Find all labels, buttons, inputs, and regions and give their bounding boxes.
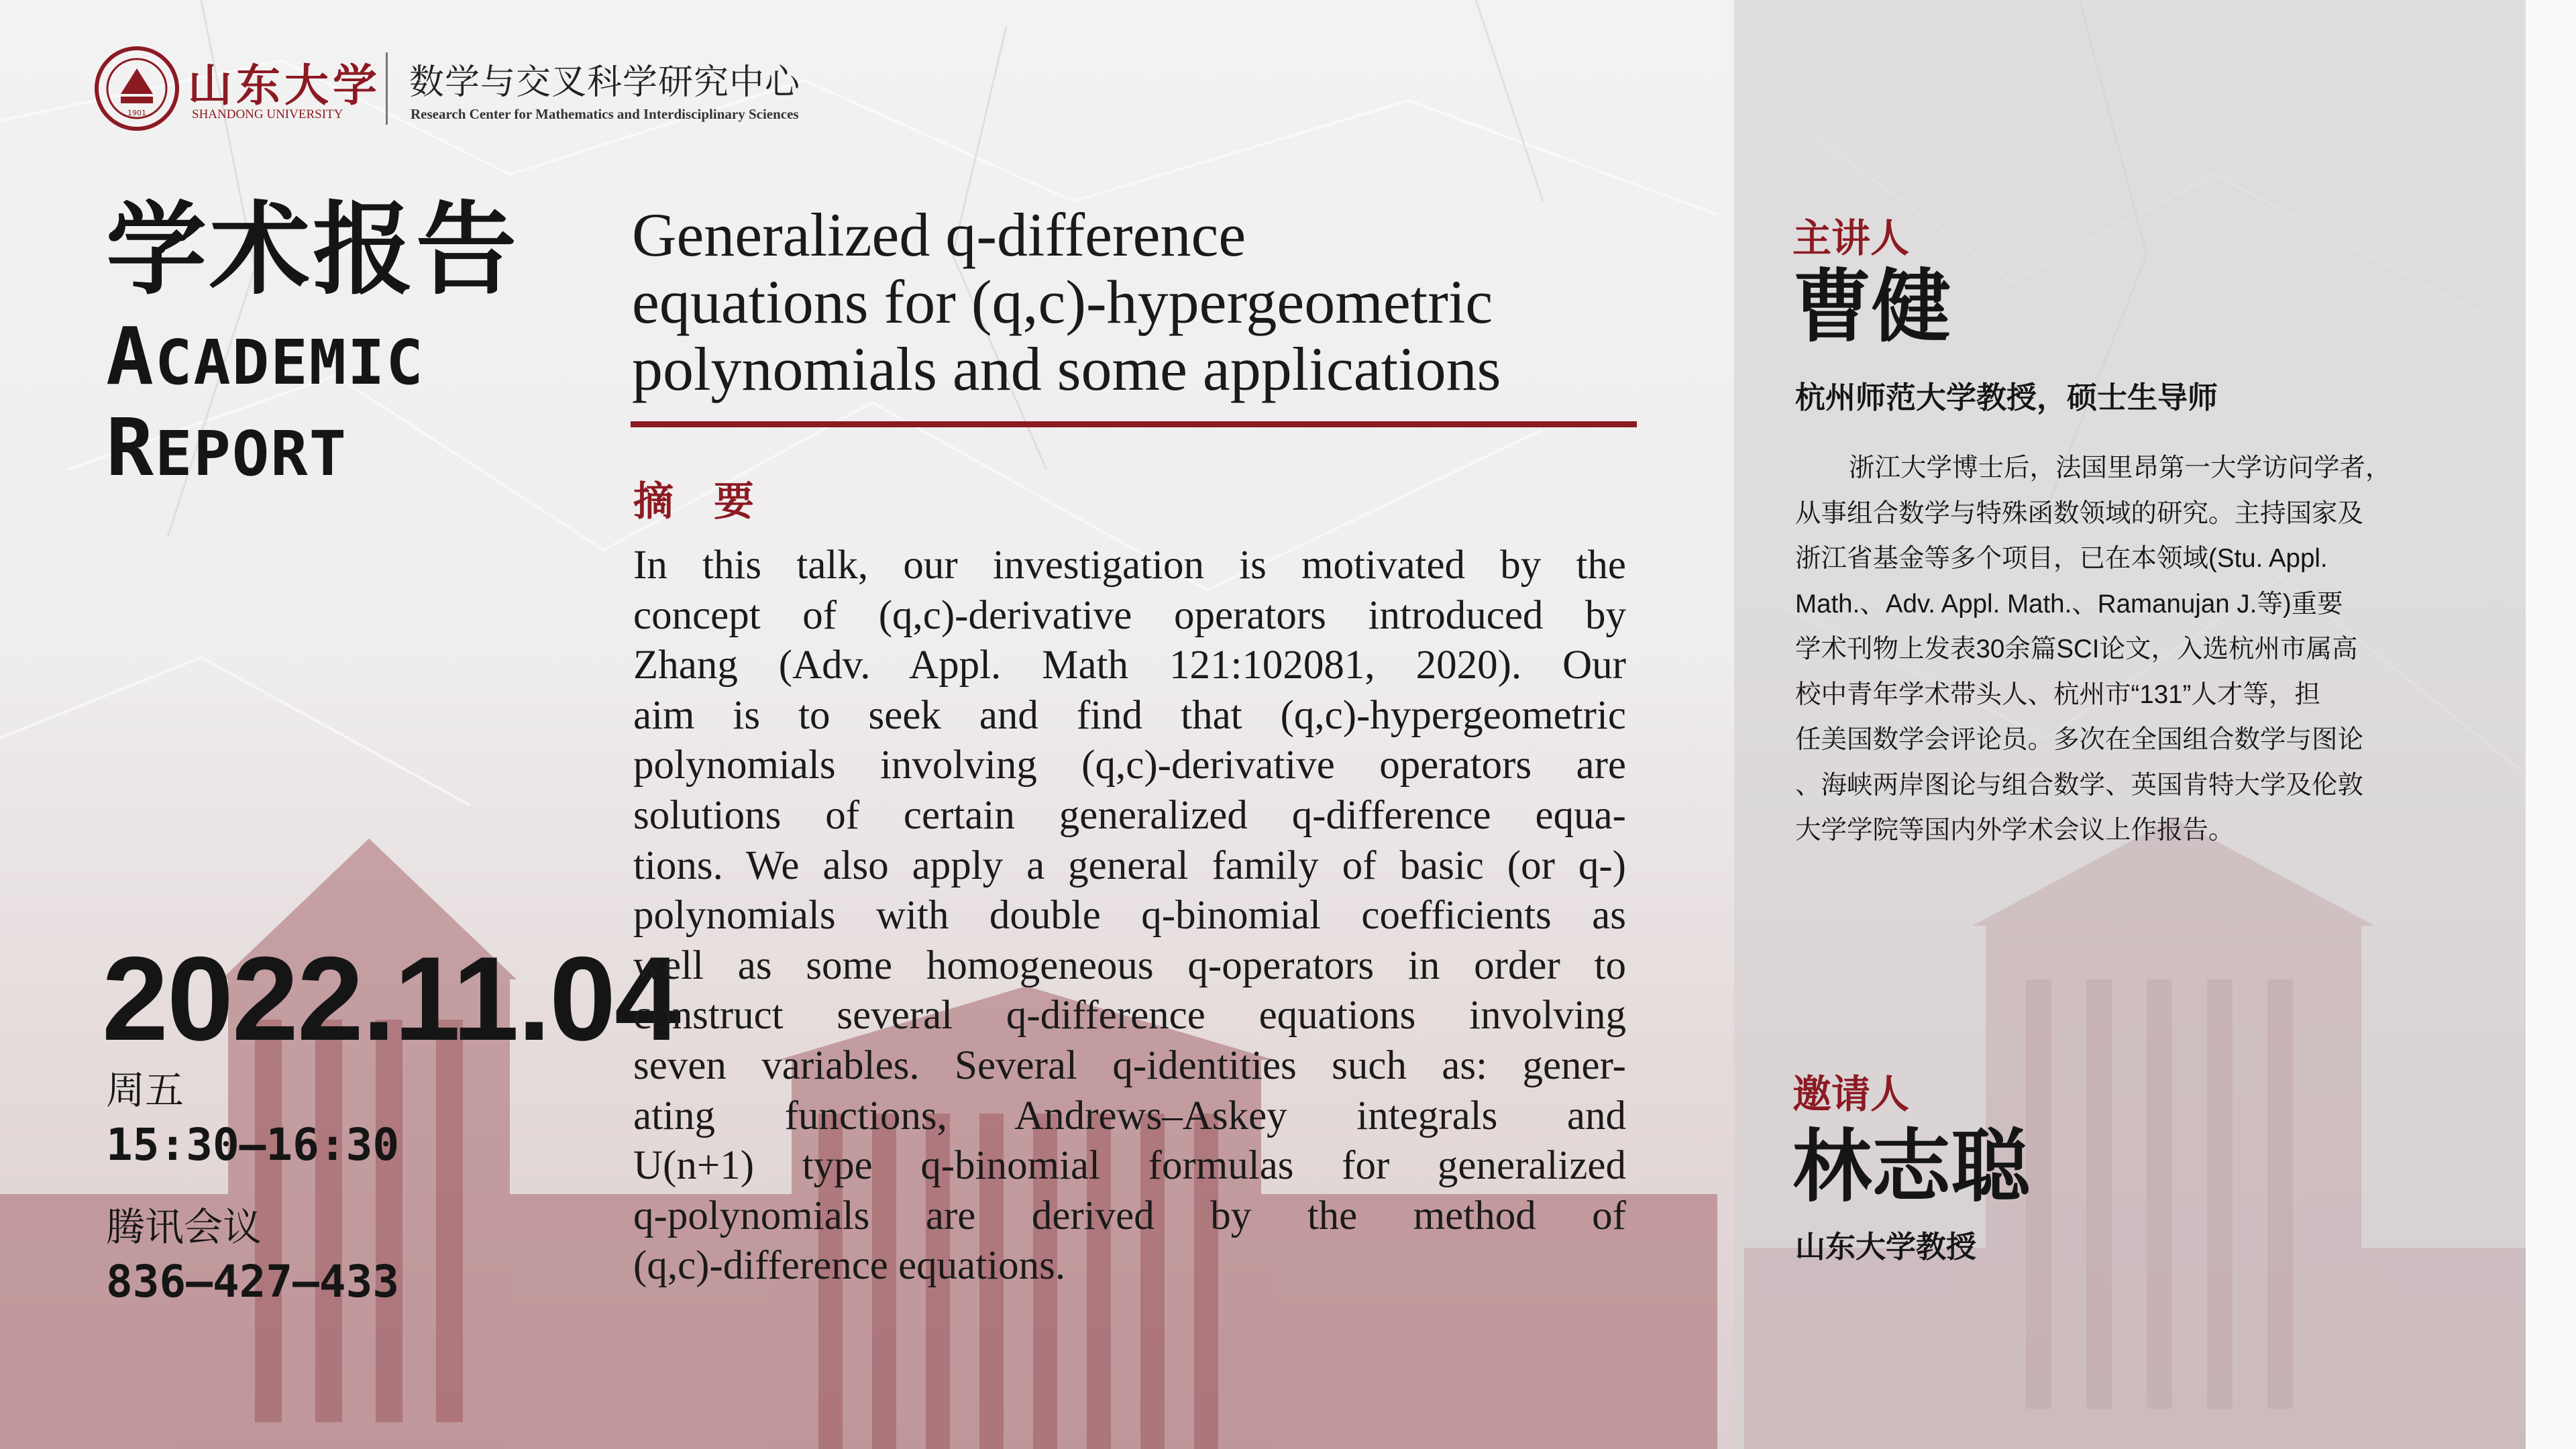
abstract-line: U(n+1) type q-binomial formulas for generalized <box>633 1143 1626 1189</box>
speaker-bio-line: 校中青年学术带头人、杭州市“131”人才等，担 <box>1795 680 2320 709</box>
report-heading-en-line2 <box>106 401 347 494</box>
report-heading-en-line1 <box>106 310 425 402</box>
abstract-line: (q,c)-difference equations. <box>633 1243 1066 1289</box>
speaker-name: 曹健 <box>1792 260 1951 353</box>
abstract-line: polynomials with double q-binomial coefficients as <box>633 893 1626 938</box>
report-heading-en-line2-rest: EPORT <box>155 418 347 490</box>
speaker-bio-line: 从事组合数学与特殊函数领域的研究。主持国家及 <box>1795 498 2364 528</box>
svg-text:1901: 1901 <box>127 109 146 117</box>
abstract-line: well as some homogeneous q-operators in order to <box>633 943 1626 988</box>
talk-title <box>632 201 1678 402</box>
report-heading-cn: 学术报告 <box>106 192 520 309</box>
university-name-cn: 山东大学 <box>188 59 381 111</box>
inviter-name: 林志聪 <box>1792 1120 2031 1213</box>
title-underline <box>631 421 1637 427</box>
speaker-bio-line: 浙江省基金等多个项目，已在本领域(Stu. Appl. <box>1795 544 2328 573</box>
research-center-name-en: Research Center for Mathematics and Interdisciplinary Sciences <box>411 106 799 122</box>
speaker-role-label: 主讲人 <box>1792 215 1910 261</box>
university-seal-icon <box>94 46 180 131</box>
speaker-bio-line: 学术刊物上发表30余篇SCI论文，入选杭州市属高 <box>1795 635 2358 663</box>
meeting-platform-label: 腾讯会议 <box>106 1204 262 1250</box>
speaker-bio-line: 、海峡两岸图论与组合数学、英国肯特大学及伦敦 <box>1795 770 2364 800</box>
speaker-bio-line: 浙江大学博士后，法国里昂第一大学访问学者， <box>1849 453 2392 482</box>
abstract-line: seven variables. Several q-identities such as: gener- <box>633 1042 1626 1088</box>
report-weekday: 周五 <box>106 1067 184 1113</box>
report-heading-en-line2-initial: R <box>106 401 156 494</box>
right-edge-strip <box>2526 0 2576 1449</box>
inviter-title: 山东大学教授 <box>1795 1229 1977 1265</box>
header-logo <box>94 46 872 133</box>
speaker-bio <box>1795 445 2473 853</box>
abstract-line: ating functions, Andrews–Askey integrals and <box>633 1093 1626 1138</box>
talk-title-line: polynomials and some applications <box>632 335 1501 403</box>
abstract-line: Zhang (Adv. Appl. Math 121:102081, 2020). Our <box>633 643 1626 688</box>
logo-divider <box>386 52 388 125</box>
abstract-line: concept of (q,c)-derivative operators introduced by <box>633 592 1626 638</box>
inviter-role-label: 邀请人 <box>1792 1071 1910 1117</box>
report-heading-en-line1-initial: A <box>106 310 156 402</box>
speaker-bio-line: Math.、Adv. Appl. Math.、Ramanujan J.等)重要 <box>1795 589 2343 619</box>
university-name-en: SHANDONG UNIVERSITY <box>192 107 343 121</box>
speaker-title: 杭州师范大学教授，硕士生导师 <box>1795 380 2218 415</box>
speaker-bio-line: 大学学院等国内外学术会议上作报告。 <box>1795 816 2235 845</box>
meeting-id: 836–427–433 <box>106 1256 400 1307</box>
speaker-bio-line: 任美国数学会评论员。多次在全国组合数学与图论 <box>1795 725 2364 754</box>
report-heading-en-line1-rest: CADEMIC <box>155 327 425 398</box>
abstract-line: polynomials involving (q,c)-derivative operators are <box>633 743 1626 788</box>
abstract-line: In this talk, our investigation is motivated by the <box>633 543 1626 588</box>
report-date: 2022.11.04 <box>102 932 680 1065</box>
abstract-label: 摘要 <box>633 478 794 525</box>
abstract-line: construct several q-difference equations involving <box>633 993 1626 1038</box>
talk-title-line: equations for (q,c)-hypergeometric <box>632 268 1493 336</box>
abstract-line: tions. We also apply a general family of basic (or q-) <box>633 843 1626 888</box>
abstract-text <box>633 541 1626 1291</box>
abstract-line: aim is to seek and find that (q,c)-hypergeometric <box>633 692 1626 738</box>
talk-title-line: Generalized q-difference <box>632 201 1246 269</box>
research-center-name-cn: 数学与交叉科学研究中心 <box>409 62 801 103</box>
report-time: 15:30–16:30 <box>106 1119 400 1171</box>
abstract-line: q-polynomials are derived by the method of <box>633 1193 1626 1238</box>
abstract-line: solutions of certain generalized q-difference equa- <box>633 792 1626 838</box>
